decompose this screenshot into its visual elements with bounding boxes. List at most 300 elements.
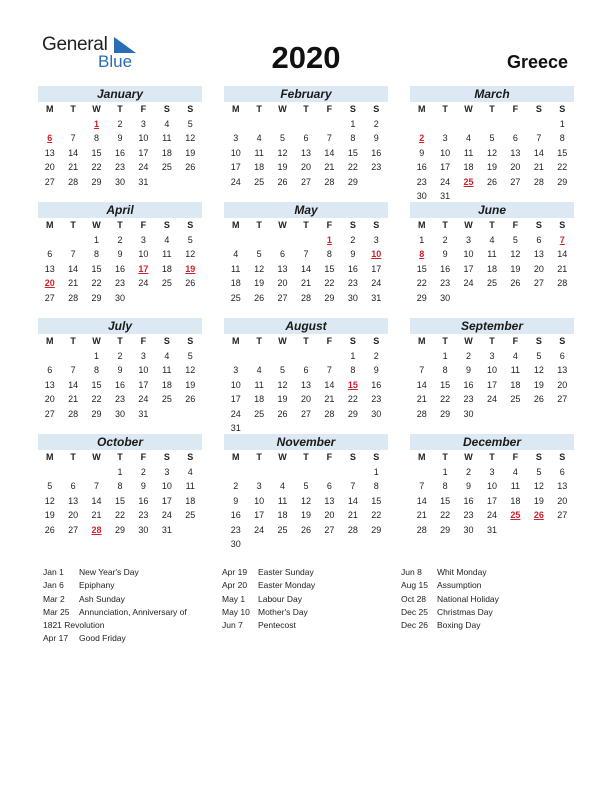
weekday-label: S: [349, 336, 356, 346]
holiday-name: Mother's Day: [258, 606, 308, 617]
day-cell: 11: [185, 481, 195, 491]
day-cell: 14: [533, 147, 544, 158]
weekday-label: F: [512, 220, 519, 230]
holiday-day-cell: 1: [94, 118, 100, 129]
day-cell: 14: [68, 263, 79, 274]
day-cell: 27: [44, 292, 55, 303]
weekday-label: M: [417, 104, 426, 114]
day-cell: 24: [230, 176, 241, 187]
day-cell: 28: [557, 278, 568, 288]
day-cell: 3: [466, 234, 472, 245]
empty-cell: [61, 117, 84, 132]
day-cell: 8: [373, 481, 379, 491]
holiday-day-cell: 10: [371, 249, 382, 259]
day-cell: 7: [70, 133, 76, 143]
day-cell: 5: [280, 365, 286, 375]
day-cell: 10: [440, 147, 451, 158]
weekday-label: T: [489, 220, 495, 230]
day-cell: 11: [162, 365, 172, 375]
day-cell: 6: [536, 234, 542, 245]
day-cell: 28: [68, 176, 79, 187]
day-cell: 5: [47, 481, 53, 491]
holiday-date: 1821 Revolution: [43, 620, 105, 631]
day-cell: 29: [347, 408, 358, 419]
day-cell: 6: [512, 133, 518, 143]
month-may: [224, 202, 388, 305]
weekday-label: S: [373, 104, 380, 114]
day-cell: 18: [277, 510, 288, 520]
weekday-label: T: [442, 220, 448, 230]
day-cell: 14: [91, 495, 102, 506]
weekday-label: S: [373, 452, 380, 462]
weekday-label: F: [512, 452, 519, 462]
holiday-date: Dec 25: [401, 606, 428, 617]
day-cell: 6: [559, 350, 565, 361]
day-cell: 10: [138, 249, 149, 259]
day-cell: 20: [68, 510, 79, 520]
weekday-label: T: [256, 220, 262, 230]
day-cell: 17: [440, 162, 451, 172]
day-cell: 16: [416, 162, 427, 172]
day-cell: 18: [254, 394, 265, 404]
day-cell: 2: [350, 234, 356, 245]
day-cell: 27: [277, 292, 288, 303]
day-cell: 22: [557, 162, 568, 172]
day-cell: 15: [114, 495, 125, 506]
day-cell: 9: [140, 481, 146, 491]
day-cell: 4: [512, 466, 518, 477]
day-cell: 13: [68, 495, 79, 506]
day-cell: 7: [70, 365, 76, 375]
day-cell: 20: [300, 162, 311, 172]
day-cell: 2: [442, 234, 448, 245]
day-cell: 24: [138, 278, 149, 288]
empty-cell: [318, 349, 341, 364]
day-cell: 20: [277, 278, 288, 288]
empty-cell: [341, 465, 364, 480]
day-cell: 3: [164, 466, 170, 477]
day-cell: 4: [256, 133, 262, 143]
day-cell: 9: [117, 249, 123, 259]
day-cell: 9: [466, 481, 472, 491]
holiday-date: May 10: [222, 606, 250, 617]
day-cell: 16: [230, 510, 241, 520]
day-cell: 22: [91, 162, 102, 172]
day-cell: 29: [91, 176, 102, 187]
day-cell: 25: [185, 510, 196, 520]
day-cell: 12: [185, 365, 196, 375]
day-cell: 5: [280, 133, 286, 143]
weekday-label: F: [140, 336, 147, 346]
month-title: February: [224, 86, 388, 102]
empty-cell: [318, 117, 341, 132]
day-cell: 27: [300, 408, 311, 419]
day-cell: 2: [466, 466, 472, 477]
day-cell: 22: [324, 278, 335, 288]
day-cell: 11: [277, 495, 288, 506]
weekday-label: W: [278, 220, 287, 230]
holiday-day-cell: 8: [419, 249, 425, 259]
day-cell: 10: [230, 379, 241, 390]
day-cell: 6: [47, 249, 53, 259]
weekday-label: S: [535, 452, 542, 462]
day-cell: 23: [463, 510, 474, 520]
holiday-name: Pentecost: [258, 620, 296, 631]
day-cell: 1: [419, 234, 425, 245]
day-cell: 12: [185, 249, 196, 259]
day-cell: 31: [138, 408, 149, 419]
day-cell: 5: [536, 466, 542, 477]
weekday-label: T: [489, 452, 495, 462]
empty-cell: [224, 117, 247, 132]
day-cell: 26: [486, 176, 497, 187]
weekday-label: M: [45, 336, 54, 346]
day-cell: 23: [347, 278, 358, 288]
day-cell: 15: [91, 263, 102, 274]
day-cell: 12: [44, 495, 55, 506]
day-cell: 25: [510, 394, 521, 404]
empty-cell: [247, 233, 270, 248]
day-cell: 8: [326, 249, 332, 259]
day-cell: 4: [466, 133, 472, 143]
day-cell: 18: [161, 263, 172, 274]
day-cell: 13: [300, 147, 311, 158]
month-title: September: [410, 318, 574, 334]
holiday-day-cell: 7: [559, 234, 565, 245]
day-cell: 18: [161, 147, 172, 158]
day-cell: 28: [68, 408, 79, 419]
day-cell: 17: [138, 147, 149, 158]
day-cell: 9: [233, 495, 239, 506]
weekday-label: S: [163, 220, 170, 230]
day-cell: 21: [91, 510, 102, 520]
day-cell: 29: [114, 524, 125, 535]
holiday-day-cell: 28: [91, 524, 102, 535]
empty-cell: [38, 349, 61, 364]
weekday-label: M: [45, 452, 54, 462]
holiday-day-cell: 20: [44, 278, 55, 288]
holiday-date: Dec 26: [401, 620, 428, 631]
day-cell: 18: [486, 263, 497, 274]
day-cell: 9: [373, 133, 379, 143]
day-cell: 28: [416, 408, 427, 419]
day-cell: 18: [463, 162, 474, 172]
holiday-day-cell: 25: [463, 176, 474, 187]
weekday-label: F: [512, 336, 519, 346]
day-cell: 5: [187, 350, 193, 361]
day-cell: 14: [324, 147, 335, 158]
weekday-label: W: [278, 104, 287, 114]
empty-cell: [85, 465, 108, 480]
day-cell: 25: [230, 292, 241, 303]
weekday-label: W: [464, 336, 473, 346]
empty-cell: [294, 117, 317, 132]
day-cell: 20: [533, 263, 544, 274]
day-cell: 19: [510, 263, 521, 274]
day-cell: 13: [277, 263, 288, 274]
day-cell: 20: [300, 394, 311, 404]
holiday-name: Easter Sunday: [258, 567, 314, 577]
weekday-label: T: [303, 452, 309, 462]
day-cell: 12: [185, 133, 196, 143]
day-cell: 15: [416, 263, 427, 274]
day-cell: 22: [114, 510, 125, 520]
logo-blue-text: Blue: [98, 52, 133, 71]
day-grid: [224, 218, 388, 305]
weekday-label: M: [417, 452, 426, 462]
empty-cell: [480, 117, 503, 132]
weekday-label: W: [464, 220, 473, 230]
weekday-label: T: [70, 336, 76, 346]
day-cell: 30: [347, 292, 358, 303]
day-grid: [38, 334, 202, 421]
day-cell: 17: [230, 394, 241, 404]
calendar-year: 2020: [271, 40, 341, 75]
day-cell: 3: [489, 350, 495, 361]
weekday-label: S: [559, 104, 566, 114]
weekday-label: S: [373, 220, 380, 230]
month-march: [410, 86, 574, 204]
day-cell: 24: [230, 408, 241, 419]
holiday-day-cell: 2: [419, 133, 425, 143]
day-cell: 8: [117, 481, 123, 491]
day-cell: 28: [324, 408, 335, 419]
holiday-date: Jun 8: [401, 567, 422, 577]
day-cell: 7: [536, 133, 542, 143]
day-cell: 13: [300, 379, 311, 390]
day-cell: 26: [533, 394, 544, 404]
day-cell: 5: [489, 133, 495, 143]
day-cell: 1: [94, 350, 100, 361]
day-cell: 24: [486, 510, 497, 520]
holiday-day-cell: 6: [47, 133, 53, 143]
day-cell: 21: [68, 394, 79, 404]
day-cell: 3: [140, 118, 146, 129]
weekday-label: W: [278, 336, 287, 346]
day-cell: 23: [230, 524, 241, 535]
holiday-name: Epiphany: [79, 580, 115, 591]
day-cell: 27: [68, 524, 79, 535]
day-cell: 10: [138, 365, 149, 375]
holiday-date: Jun 7: [222, 620, 243, 631]
day-cell: 21: [347, 510, 358, 520]
weekday-label: S: [163, 452, 170, 462]
day-cell: 1: [94, 234, 100, 245]
day-cell: 4: [280, 481, 286, 491]
day-cell: 7: [326, 133, 332, 143]
weekday-label: M: [231, 104, 240, 114]
day-cell: 26: [510, 278, 521, 288]
day-cell: 9: [419, 147, 425, 158]
day-cell: 24: [138, 162, 149, 172]
day-cell: 14: [68, 379, 79, 390]
day-cell: 29: [416, 292, 427, 303]
day-cell: 19: [277, 162, 288, 172]
empty-cell: [61, 349, 84, 364]
weekday-label: S: [349, 220, 356, 230]
empty-cell: [527, 117, 550, 132]
day-cell: 28: [324, 176, 335, 187]
empty-cell: [38, 465, 61, 480]
day-cell: 26: [185, 278, 196, 288]
month-title: December: [410, 434, 574, 450]
weekday-label: T: [442, 104, 448, 114]
day-cell: 28: [347, 524, 358, 535]
day-cell: 25: [254, 408, 265, 419]
day-cell: 26: [300, 524, 311, 535]
day-cell: 23: [371, 162, 382, 172]
holiday-name: Boxing Day: [437, 620, 481, 631]
day-cell: 13: [44, 263, 55, 274]
weekday-label: M: [45, 220, 54, 230]
day-cell: 26: [254, 292, 265, 303]
empty-cell: [224, 349, 247, 364]
weekday-label: S: [535, 104, 542, 114]
day-cell: 21: [324, 394, 335, 404]
empty-cell: [61, 465, 84, 480]
weekday-label: M: [45, 104, 54, 114]
day-cell: 16: [114, 263, 125, 274]
weekday-label: F: [512, 104, 519, 114]
day-cell: 6: [559, 466, 565, 477]
day-cell: 3: [489, 466, 495, 477]
day-cell: 15: [324, 263, 335, 274]
holiday-name: Easter Monday: [258, 580, 316, 591]
weekday-label: S: [187, 220, 194, 230]
day-cell: 23: [416, 176, 427, 187]
month-august: [224, 318, 388, 436]
day-cell: 18: [254, 162, 265, 172]
holiday-day-cell: 17: [138, 263, 149, 274]
month-title: June: [410, 202, 574, 218]
month-july: [38, 318, 202, 421]
day-cell: 8: [350, 133, 356, 143]
day-cell: 30: [371, 408, 382, 419]
day-cell: 21: [324, 162, 335, 172]
holiday-date: Jan 1: [43, 567, 64, 577]
day-cell: 20: [510, 162, 521, 172]
day-cell: 18: [230, 278, 241, 288]
day-cell: 14: [347, 495, 358, 506]
day-cell: 19: [533, 379, 544, 390]
day-cell: 14: [324, 379, 335, 390]
day-cell: 21: [416, 510, 427, 520]
day-cell: 25: [161, 394, 172, 404]
day-grid: [38, 102, 202, 189]
holiday-day-cell: 15: [347, 379, 358, 390]
weekday-label: T: [70, 220, 76, 230]
empty-cell: [410, 349, 433, 364]
empty-cell: [271, 349, 294, 364]
weekday-label: S: [187, 104, 194, 114]
day-cell: 8: [94, 133, 100, 143]
day-cell: 26: [277, 176, 288, 187]
day-cell: 23: [114, 278, 125, 288]
weekday-label: S: [349, 104, 356, 114]
weekday-label: F: [140, 220, 147, 230]
day-cell: 15: [91, 379, 102, 390]
day-cell: 6: [326, 481, 332, 491]
day-cell: 17: [486, 495, 497, 506]
day-cell: 29: [371, 524, 382, 535]
weekday-label: S: [163, 336, 170, 346]
empty-cell: [38, 117, 61, 132]
day-cell: 26: [277, 408, 288, 419]
weekday-label: M: [231, 336, 240, 346]
empty-cell: [318, 465, 341, 480]
day-cell: 25: [254, 176, 265, 187]
weekday-label: M: [231, 452, 240, 462]
day-cell: 27: [44, 408, 55, 419]
day-cell: 19: [185, 147, 196, 158]
day-cell: 20: [557, 379, 568, 390]
day-cell: 6: [70, 481, 76, 491]
day-cell: 19: [44, 510, 55, 520]
weekday-label: T: [489, 104, 495, 114]
day-cell: 30: [230, 539, 241, 549]
empty-cell: [224, 465, 247, 480]
day-cell: 4: [256, 365, 262, 375]
day-cell: 12: [254, 263, 265, 274]
day-cell: 8: [559, 133, 565, 143]
empty-cell: [271, 233, 294, 248]
day-cell: 15: [91, 147, 102, 158]
day-grid: [38, 450, 202, 537]
day-cell: 11: [463, 147, 474, 158]
month-february: [224, 86, 388, 189]
day-cell: 18: [185, 495, 196, 506]
weekday-label: F: [326, 336, 333, 346]
empty-cell: [61, 233, 84, 248]
day-cell: 1: [559, 118, 565, 129]
empty-cell: [294, 465, 317, 480]
day-grid: [410, 450, 574, 537]
day-cell: 5: [512, 234, 518, 245]
month-april: [38, 202, 202, 305]
day-cell: 4: [489, 234, 495, 245]
day-cell: 7: [94, 481, 100, 491]
empty-cell: [410, 465, 433, 480]
holiday-day-cell: 1: [326, 234, 332, 245]
weekday-label: T: [117, 104, 123, 114]
empty-cell: [410, 117, 433, 132]
day-cell: 14: [416, 379, 427, 390]
day-cell: 11: [254, 379, 264, 390]
day-cell: 13: [557, 365, 568, 375]
day-cell: 24: [440, 176, 451, 187]
day-cell: 16: [463, 379, 474, 390]
day-cell: 14: [300, 263, 311, 274]
day-cell: 13: [44, 147, 55, 158]
day-cell: 15: [347, 147, 358, 158]
day-cell: 11: [254, 147, 264, 158]
weekday-label: T: [70, 104, 76, 114]
weekday-label: M: [417, 220, 426, 230]
day-cell: 24: [138, 394, 149, 404]
day-cell: 29: [440, 524, 451, 535]
day-cell: 3: [373, 234, 379, 245]
day-cell: 8: [442, 481, 448, 491]
day-cell: 31: [486, 524, 497, 535]
day-cell: 8: [94, 365, 100, 375]
day-cell: 16: [347, 263, 358, 274]
day-cell: 10: [254, 495, 265, 506]
day-cell: 28: [533, 176, 544, 187]
day-cell: 24: [161, 510, 172, 520]
day-cell: 22: [91, 278, 102, 288]
day-cell: 1: [442, 466, 448, 477]
weekday-label: W: [464, 452, 473, 462]
